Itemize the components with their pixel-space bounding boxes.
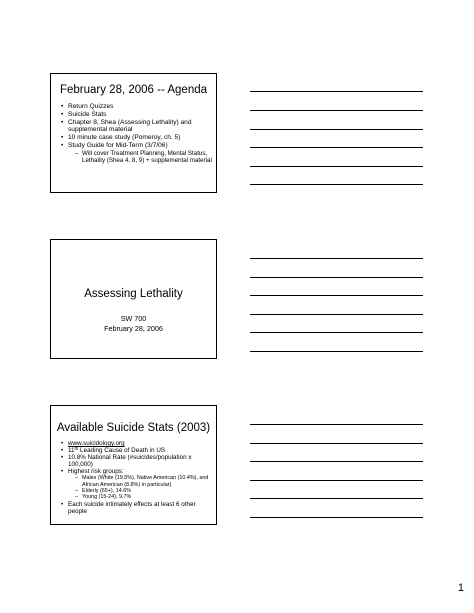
slide-suicide-stats (50, 405, 217, 525)
list-item-text: Study Guide for Mid-Term (3/7/06) (68, 141, 168, 149)
list-item: • 10.8% National Rate (#suicides/population x 100,000) (61, 454, 216, 468)
bullet-list (51, 103, 216, 164)
slide-assessing-lethality (50, 239, 217, 359)
note-line (250, 110, 423, 111)
note-line (250, 480, 423, 481)
slide-title: February 28, 2006 -- Agenda (59, 84, 208, 96)
note-line (250, 461, 423, 462)
rank-text: Leading Cause of Death in US (78, 447, 166, 455)
note-line (250, 424, 423, 425)
note-line (250, 332, 423, 333)
note-line (250, 498, 423, 499)
list-item: • 10 minute case study (Pomeroy, ch. 5) (61, 134, 216, 142)
note-line (250, 314, 423, 315)
note-line (250, 277, 423, 278)
list-item: • Chapter 8, Shea (Assessing Lethality) and supplemental material (61, 119, 216, 135)
slide-title: Available Suicide Stats (2003) (56, 422, 211, 434)
note-line (250, 295, 423, 296)
sub-list-item: – Will cover Treatment Planning, Mental Status, Lethality (Shea 4, 8, 9) + supplemental material (75, 150, 216, 164)
note-line (250, 517, 423, 518)
list-item-text: Highest risk groups: (68, 468, 124, 476)
note-line (250, 184, 423, 185)
sub-list-item: – Young (15-24), 9.7% (75, 494, 216, 500)
bullet-list (51, 440, 216, 515)
suicidology-link[interactable]: www.suicidology.org (68, 440, 125, 447)
slide-title: Assessing Lethality (84, 288, 183, 300)
list-item: • Suicide Stats (61, 111, 216, 119)
course-code: SW 700 (120, 314, 147, 323)
list-item (61, 142, 216, 164)
note-line (250, 166, 423, 167)
rank-number: 11 (68, 447, 75, 455)
list-item (61, 468, 216, 500)
note-line (250, 129, 423, 130)
page-number: 1 (457, 582, 464, 594)
slide-agenda (50, 73, 217, 193)
note-line (250, 91, 423, 92)
list-item: • Return Quizzes (61, 103, 216, 111)
note-line (250, 351, 423, 352)
sub-list-item: – Elderly (65+), 14.6% (75, 488, 216, 494)
sub-bullet-list (68, 150, 216, 164)
rank-suffix: th (74, 446, 79, 452)
sub-bullet-list (68, 475, 216, 500)
note-line (250, 443, 423, 444)
list-item: • Each suicide intimately effects at least 6 other people (61, 501, 216, 515)
list-item (61, 447, 216, 454)
slide-date: February 28, 2006 (104, 323, 163, 333)
sub-list-item: – Males (White (19.5%), Native American (10.4%), and African American (8.8%) in particular) (75, 475, 216, 488)
note-line (250, 258, 423, 259)
note-line (250, 147, 423, 148)
